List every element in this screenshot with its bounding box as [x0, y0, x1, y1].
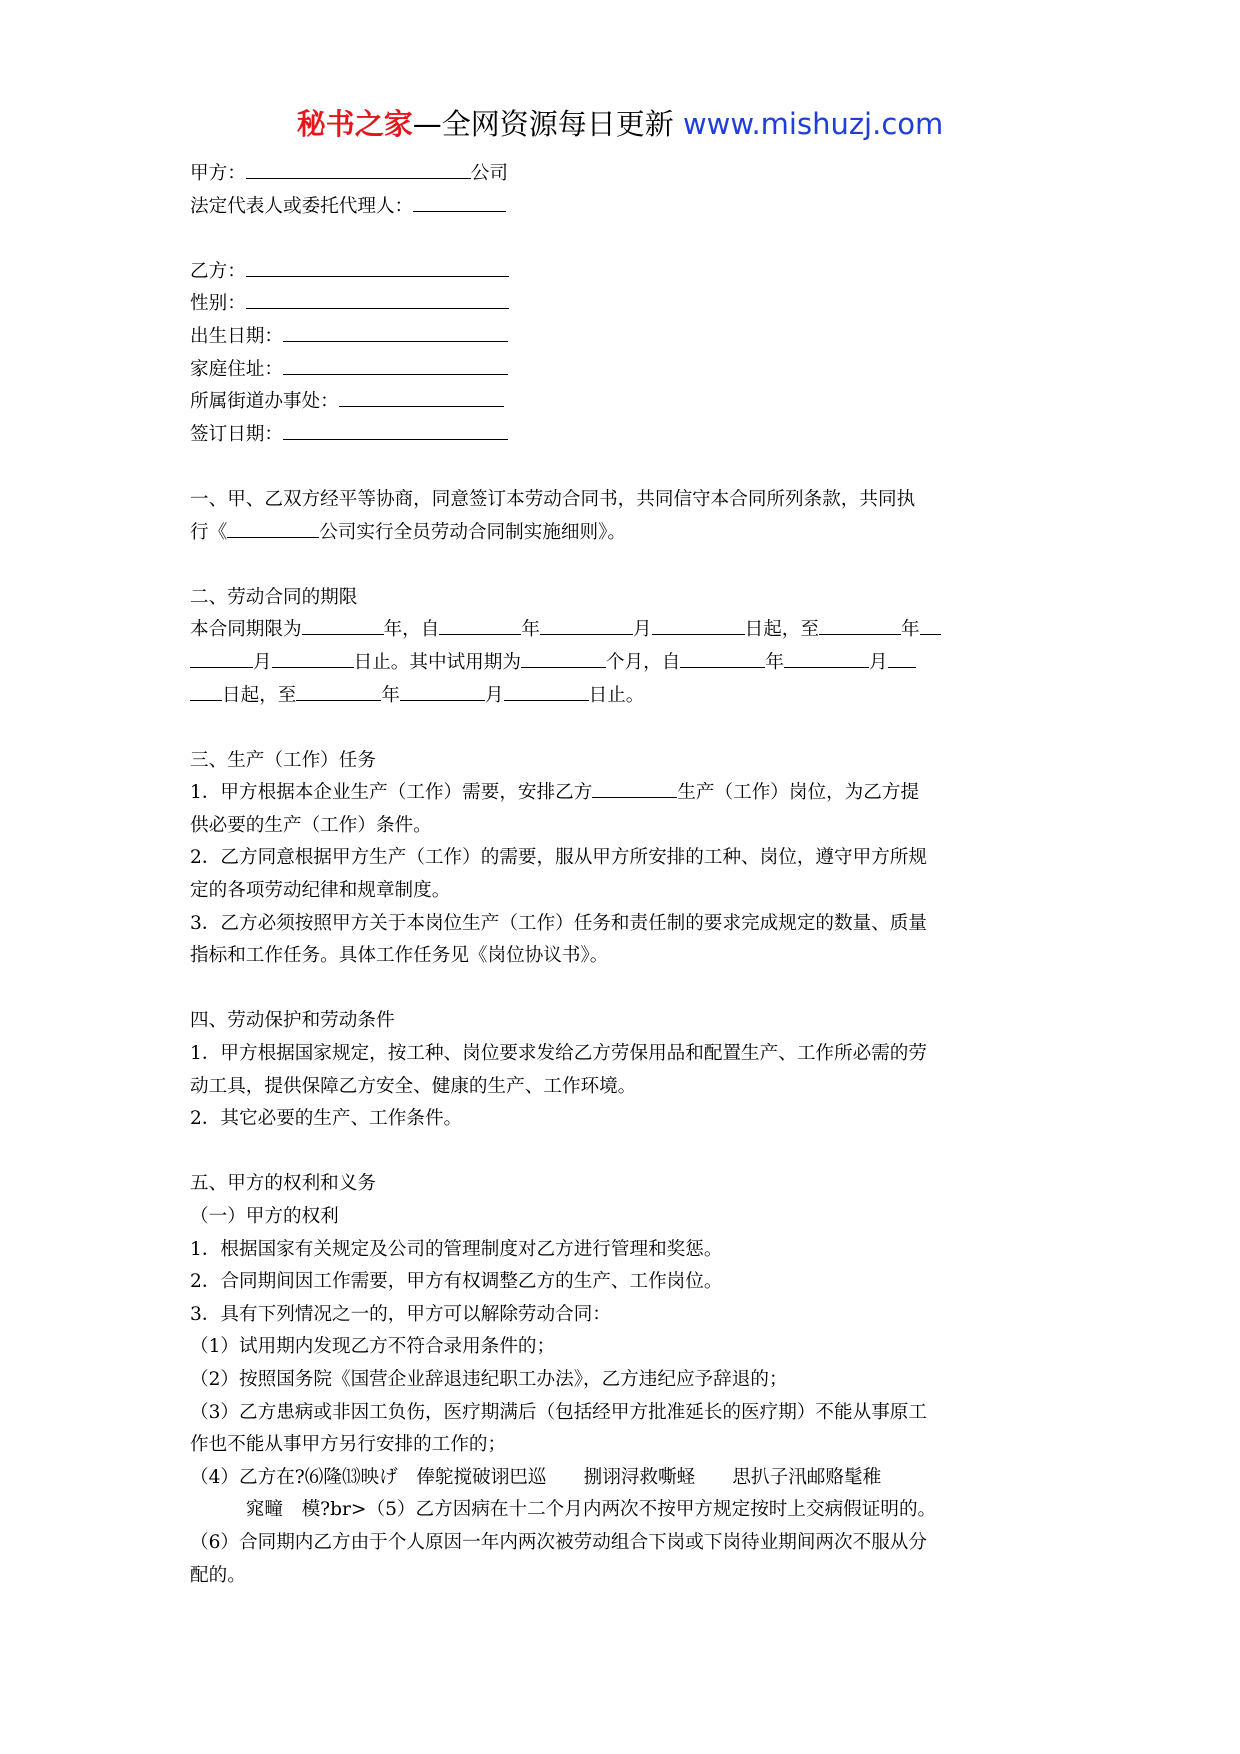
birth-blank[interactable]	[283, 321, 508, 342]
address-blank[interactable]	[283, 354, 508, 375]
sign-date-blank[interactable]	[283, 419, 508, 440]
birth-line: 出生日期：	[190, 321, 1070, 354]
header-url[interactable]: www.mishuzj.com	[682, 107, 944, 141]
party-a-line: 甲方： 公司	[190, 158, 1070, 191]
s5-clause4-b: 窕疃 模?br>（5）乙方因病在十二个月内两次不按甲方规定按时上交病假证明的。	[190, 1499, 937, 1521]
s5-clause1: （1）试用期内发现乙方不符合录用条件的；	[190, 1336, 556, 1358]
company-blank[interactable]	[227, 517, 319, 538]
s4-item1-b: 动工具，提供保障乙方安全、健康的生产、工作环境。	[190, 1075, 637, 1097]
s3-item2-b: 定的各项劳动纪律和规章制度。	[190, 880, 451, 902]
s5-title: 五、甲方的权利和义务	[190, 1173, 376, 1195]
s3-item1: 1．甲方根据本企业生产（工作）需要，安排乙方 生产（工作）岗位，为乙方提	[190, 777, 1070, 810]
s3-item3-b: 指标和工作任务。具体工作任务见《岗位协议书》。	[190, 945, 609, 967]
s2-title: 二、劳动合同的期限	[190, 586, 358, 608]
s5-item2: 2．合同期间因工作需要，甲方有权调整乙方的生产、工作岗位。	[190, 1271, 723, 1293]
s5-item1: 1．根据国家有关规定及公司的管理制度对乙方进行管理和奖惩。	[190, 1238, 723, 1260]
street-office-blank[interactable]	[339, 386, 504, 407]
s5-clause3-a: （3）乙方患病或非因工负伤，医疗期满后（包括经甲方批准延长的医疗期）不能从事原工	[190, 1401, 927, 1423]
s3-item2-a: 2．乙方同意根据甲方生产（工作）的需要，服从甲方所安排的工种、岗位，遵守甲方所规	[190, 847, 927, 869]
s4-item1-a: 1．甲方根据国家规定，按工种、岗位要求发给乙方劳保用品和配置生产、工作所必需的劳	[190, 1043, 927, 1065]
s3-item3-a: 3．乙方必须按照甲方关于本岗位生产（工作）任务和责任制的要求完成规定的数量、质量	[190, 912, 927, 934]
legal-rep-blank[interactable]	[413, 191, 506, 212]
s5-item3: 3．具有下列情况之一的，甲方可以解除劳动合同：	[190, 1303, 611, 1325]
position-blank[interactable]	[592, 777, 677, 798]
site-header	[0, 104, 1240, 144]
s3-item1-cont: 供必要的生产（工作）条件。	[190, 814, 432, 836]
s5-clause2: （2）按照国务院《国营企业辞退违纪职工办法》，乙方违纪应予辞退的；	[190, 1368, 788, 1390]
gender-blank[interactable]	[246, 288, 509, 309]
s1-line1: 一、甲、乙双方经平等协商，同意签订本劳动合同书，共同信守本合同所列条款，共同执	[190, 488, 916, 510]
s4-item2: 2．其它必要的生产、工作条件。	[190, 1108, 463, 1130]
legal-rep-line: 法定代表人或委托代理人：	[190, 191, 1070, 224]
s2-line3: 日起，至 年 月 日止。	[190, 680, 1070, 713]
s5-sub1: （一）甲方的权利	[190, 1206, 339, 1227]
s4-title: 四、劳动保护和劳动条件	[190, 1010, 395, 1032]
s5-clause6-a: （6）合同期内乙方由于个人原因一年内两次被劳动组合下岗或下岗待业期间两次不服从分	[190, 1531, 927, 1553]
s2-line2: 月 日止。其中试用期为 个月，自 年 月	[190, 647, 1070, 680]
contract-document	[190, 158, 1070, 1592]
party-a-blank[interactable]	[246, 158, 471, 179]
party-b-blank[interactable]	[246, 256, 509, 277]
street-office-line: 所属街道办事处：	[190, 386, 1070, 419]
s2-line1: 本合同期限为 年，自 年 月 日起，至 年	[190, 614, 1070, 647]
s3-title: 三、生产（工作）任务	[190, 749, 376, 771]
gender-line: 性别：	[190, 288, 1070, 321]
s1-line2: 行《 公司实行全员劳动合同制实施细则》。	[190, 517, 1070, 550]
s5-clause6-b: 配的。	[190, 1564, 246, 1586]
s5-clause4-a: （4）乙方在?⑹隆⒀映げ 俸鸵搅破诩巴巡 捌诩浔救嘶蛏 思扒子汛邮赂髦稚	[190, 1466, 882, 1488]
header-brand: 秘书之家	[296, 107, 413, 141]
address-line: 家庭住址：	[190, 354, 1070, 387]
s5-clause3-b: 作也不能从事甲方另行安排的工作的；	[190, 1434, 507, 1456]
party-b-line: 乙方：	[190, 256, 1070, 289]
sign-date-line: 签订日期：	[190, 419, 1070, 452]
header-tagline: —全网资源每日更新	[412, 107, 683, 141]
